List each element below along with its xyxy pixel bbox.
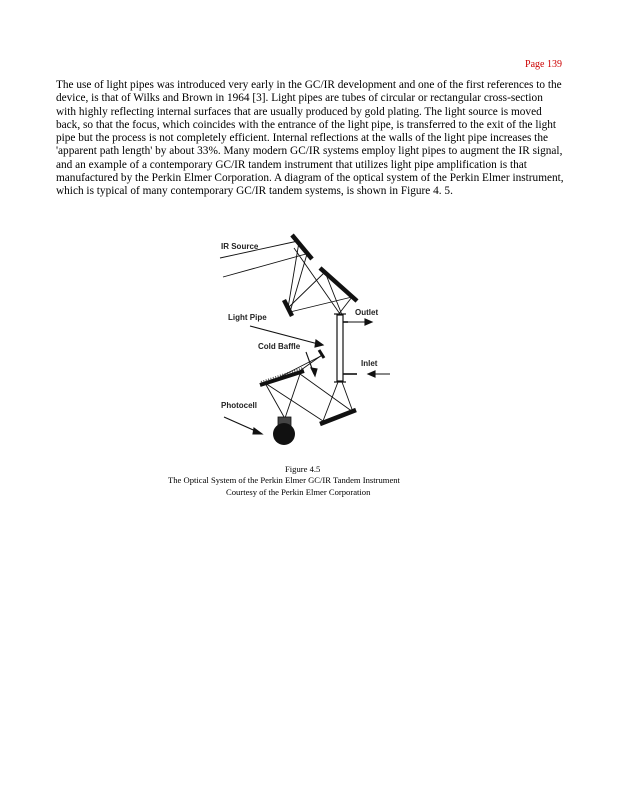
- light-pipe-tube: [337, 315, 343, 381]
- lower-right-mirror: [320, 410, 356, 424]
- outlet-label: Outlet: [355, 308, 379, 317]
- page-number: Page 139: [525, 59, 562, 70]
- figure-credit: Courtesy of the Perkin Elmer Corporation: [226, 487, 371, 497]
- ir-source-label: IR Source: [221, 242, 259, 251]
- photocell-label: Photocell: [221, 401, 258, 410]
- inlet-arrow: [368, 371, 390, 377]
- photocell-detector: [273, 423, 295, 445]
- optical-system-diagram: [210, 228, 400, 460]
- outlet-arrow: [346, 319, 372, 325]
- beam-paths: [220, 241, 353, 424]
- figure-number: Figure 4.5: [285, 464, 321, 474]
- cold-baffle-label: Cold Baffle: [258, 342, 301, 351]
- optical-diagram-svg: [210, 228, 400, 460]
- body-paragraph: The use of light pipes was introduced very early in the GC/IR development and one of the first references to the device, is that of Wilks and Brown in 1964 [3]. Light pipes are tubes of circular or rectangular cross-section with highly reflecting internal surfaces that are usually produced by gold plating. The light source is moved back, so that the focus, which coincides with the entrance of the light pipe, is transferred to the exit of the light pipe but the process is not completely efficient. Internal reflections at the walls of the light pipe increases the 'apparent path length' by about 33%. Many modern GC/IR systems employ light pipes to augment the IR signal, and an example of a contemporary GC/IR tandem instrument that utilizes light pipe amplification is that manufactured by the Perkin Elmer Corporation. A diagram of the optical system of the Perkin Elmer instrument, which is typical of many contemporary GC/IR tandem systems, is shown in Figure 4. 5.: [56, 79, 564, 198]
- figure-title: The Optical System of the Perkin Elmer GC/IR Tandem Instrument: [168, 475, 400, 485]
- light-pipe-label: Light Pipe: [228, 313, 267, 322]
- inlet-label: Inlet: [361, 359, 378, 368]
